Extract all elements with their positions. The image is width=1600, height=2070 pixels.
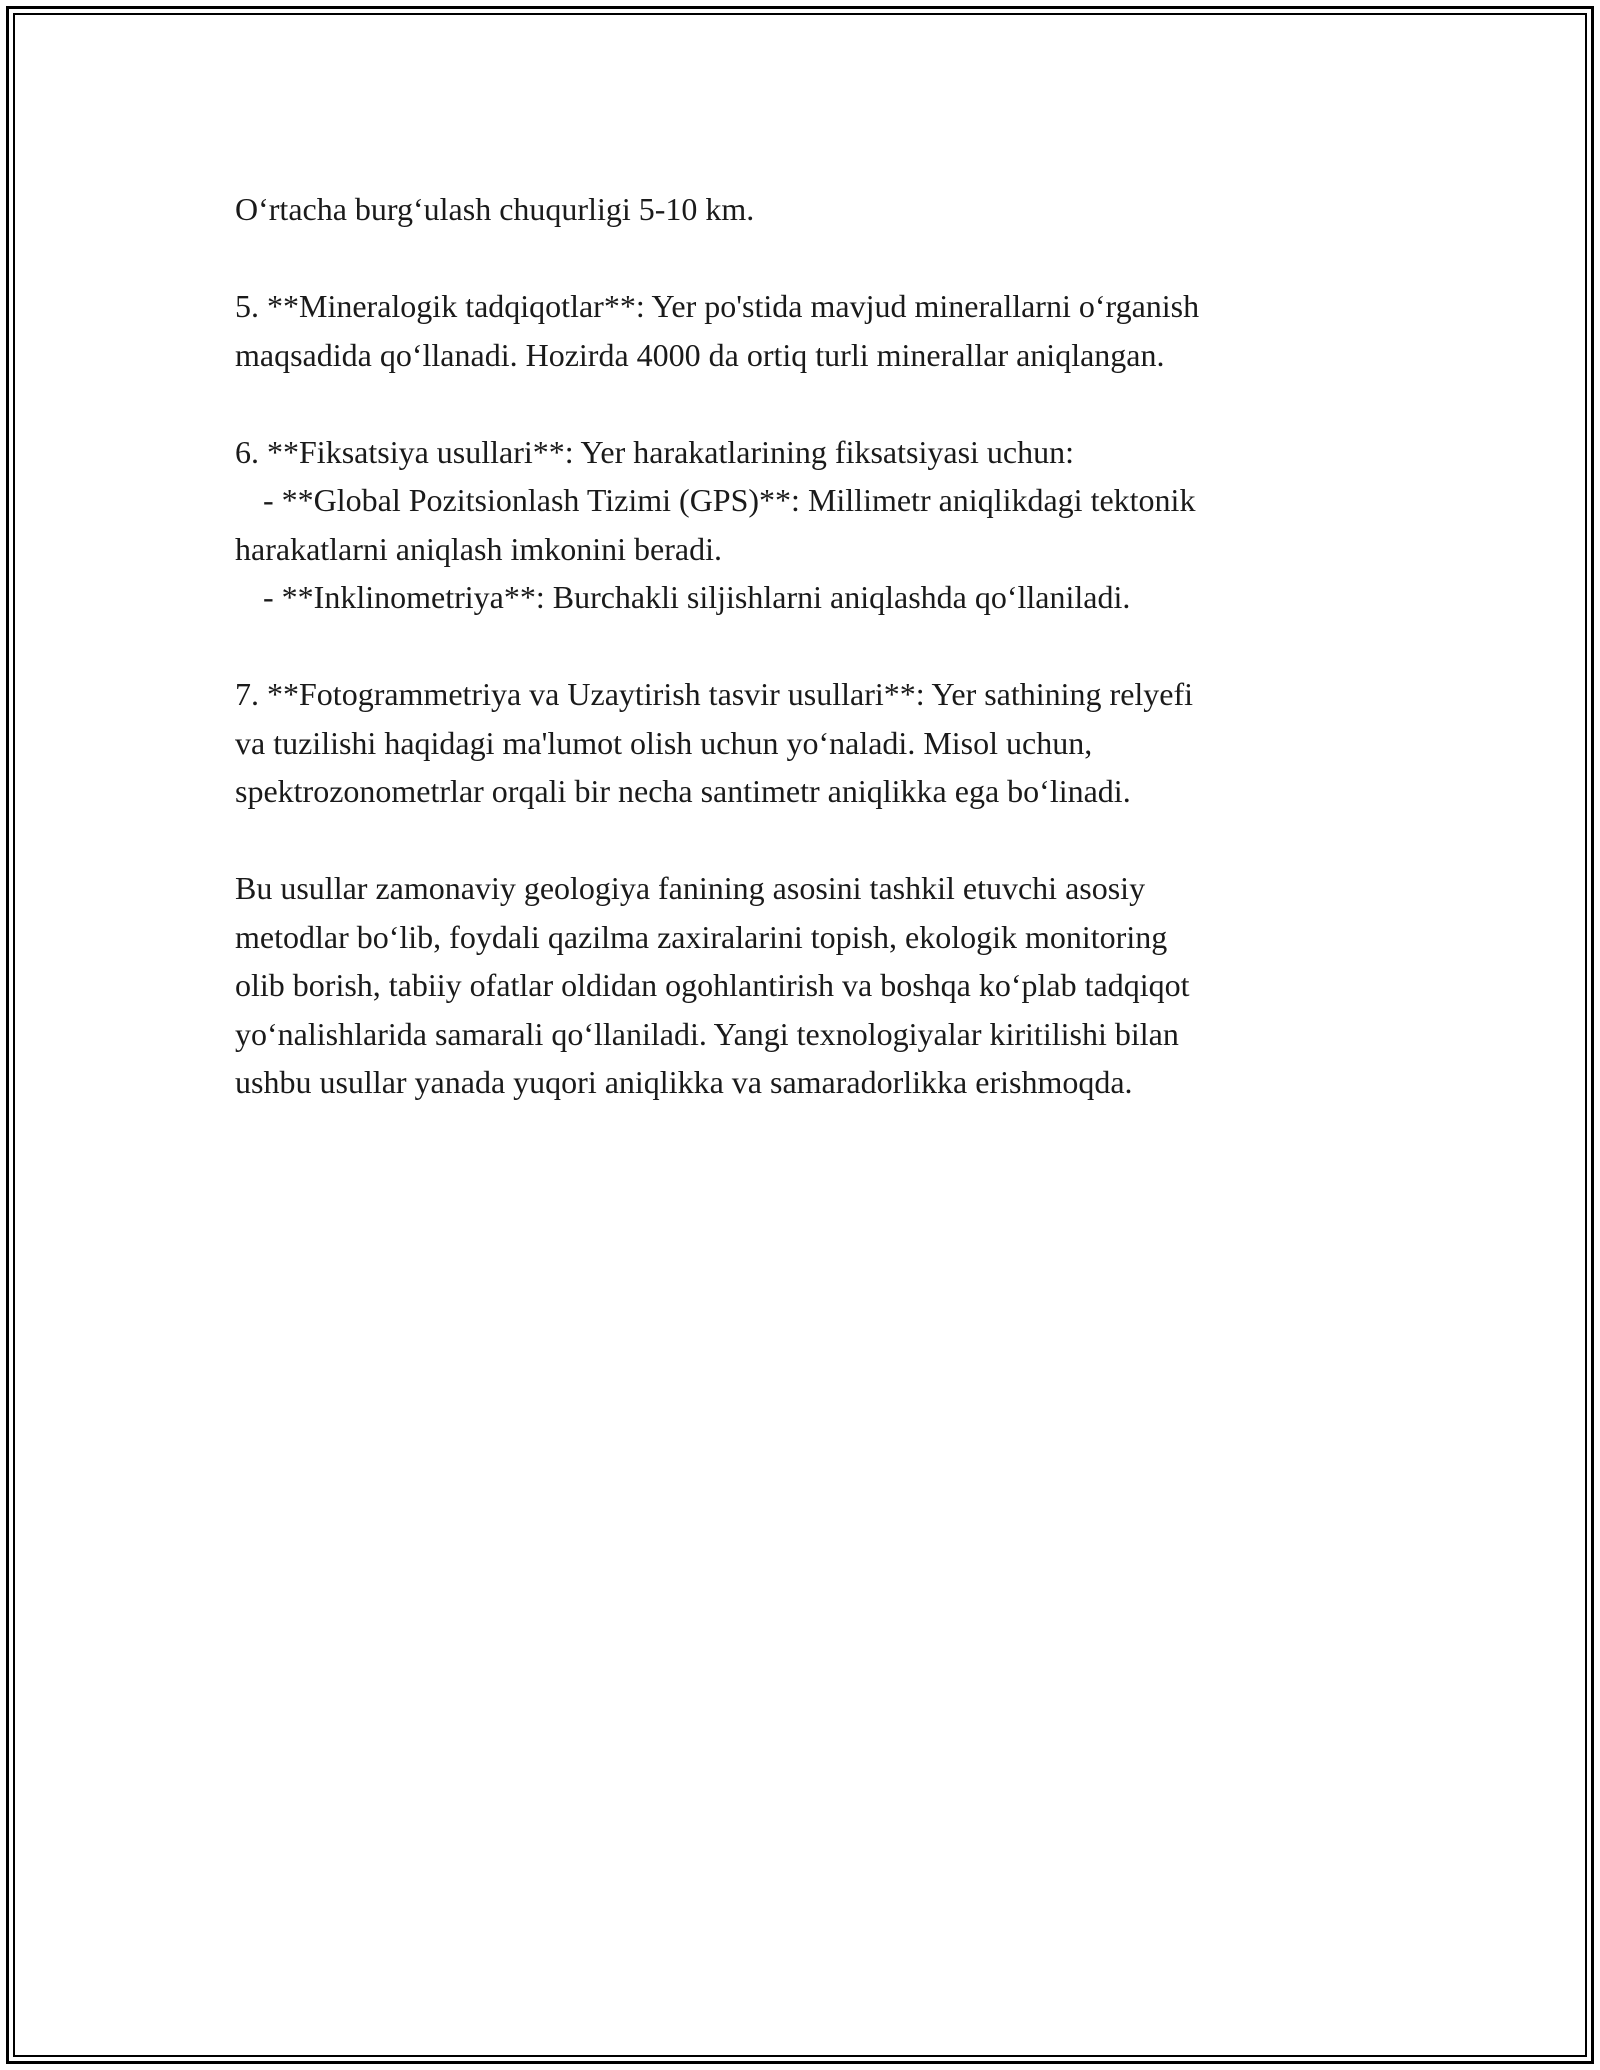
text-line: 6. **Fiksatsiya usullari**: Yer harakatlarining fiksatsiyasi uchun: [235,433,1074,470]
text-line: olib borish, tabiiy ofatlar oldidan ogohlantirish va boshqa ko‘plab tadqiqot [235,967,1190,1003]
text-line: va tuzilishi haqidagi ma'lumot olish uchun yo‘naladi. Misol uchun, [235,724,1093,761]
text-line: 7. **Fotogrammetriya va Uzaytirish tasvir usullari**: Yer sathining relyefi [235,676,1194,712]
text-line: Bu usullar zamonaviy geologiya fanining asosini tashkil etuvchi asosiy [235,870,1146,906]
paragraph-photogrammetry [235,670,1365,816]
paragraph-drilling-depth [235,185,1365,234]
text-line: ushbu usullar yanada yuqori aniqlikka va samaradorlikka erishmoqda. [235,1064,1133,1100]
paragraph-conclusion [235,864,1365,1107]
text-line: metodlar bo‘lib, foydali qazilma zaxiralarini topish, ekologik monitoring [235,918,1168,955]
paragraph-mineralogical-research [235,282,1365,379]
document-body [235,185,1365,1107]
text-line: spektrozonometrlar orqali bir necha santimetr aniqlikka ega bo‘linadi. [235,773,1131,809]
paragraph-fixation-methods [235,428,1365,622]
text-line: O‘rtacha burg‘ulash chuqurligi 5-10 km. [235,191,755,227]
text-line: yo‘nalishlarida samarali qo‘llaniladi. Yangi texnologiyalar kiritilishi bilan [235,1015,1179,1052]
text-line: harakatlarni aniqlash imkonini beradi. [235,530,722,567]
text-line: maqsadida qo‘llanadi. Hozirda 4000 da ortiq turli minerallar aniqlangan. [235,336,1165,373]
list-item-gps: - **Global Pozitsionlash Tizimi (GPS)**: Millimetr aniqlikdagi tektonik [263,482,1196,518]
list-item-inclinometry: - **Inklinometriya**: Burchakli siljishlarni aniqlashda qo‘llaniladi. [263,579,1131,615]
text-line: 5. **Mineralogik tadqiqotlar**: Yer po'stida mavjud minerallarni o‘rganish [235,288,1200,324]
